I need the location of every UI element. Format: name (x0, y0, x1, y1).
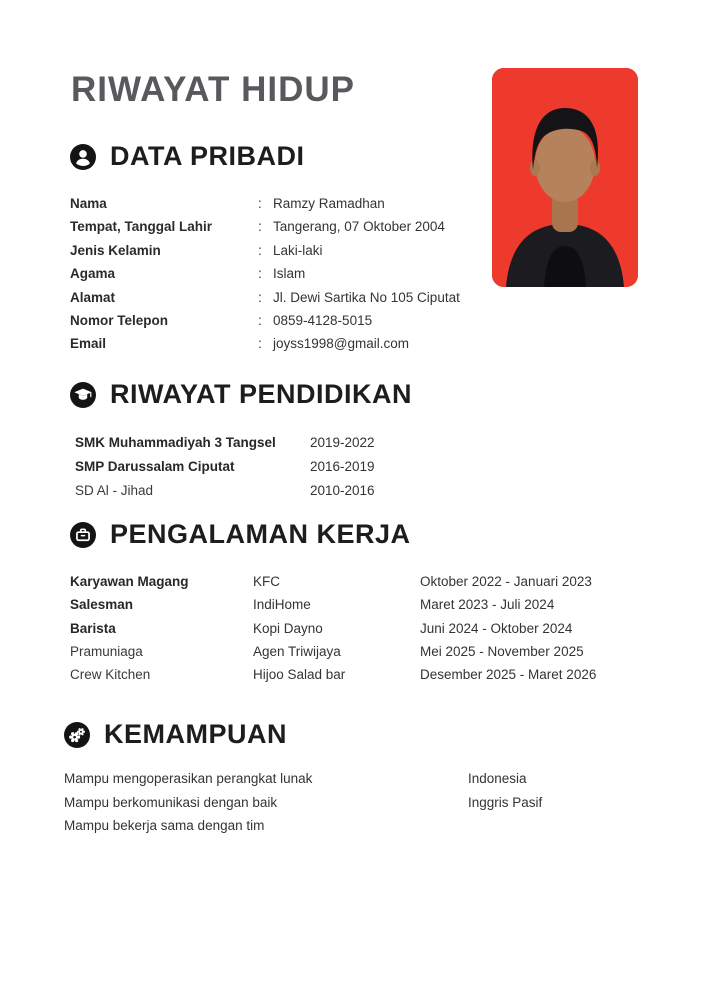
section-title-work: PENGALAMAN KERJA (110, 519, 411, 549)
education-row: SMK Muhammadiyah 3 Tangsel 2019-2022 (75, 435, 375, 450)
personal-field-kelamin: Jenis Kelamin : Laki-laki (70, 242, 323, 258)
skill-row (64, 767, 642, 791)
section-title-education: RIWAYAT PENDIDIKAN (110, 379, 413, 409)
person-portrait (492, 68, 638, 287)
work-row: Salesman IndiHome Maret 2023 - Juli 2024 (70, 597, 555, 613)
skill-row (64, 814, 642, 838)
education-row: SMP Darussalam Ciputat 2016-2019 (75, 459, 375, 474)
page-title: RIWAYAT HIDUP (71, 70, 355, 109)
work-experience-list (70, 570, 640, 686)
section-education (70, 379, 412, 410)
skill-text: Mampu mengoperasikan perangkat lunak (64, 771, 313, 786)
language-text (468, 814, 642, 838)
skill-row (64, 791, 642, 815)
skill-text: Mampu berkomunikasi dengan baik (64, 794, 278, 810)
section-personal (70, 141, 305, 172)
section-work (70, 519, 411, 550)
language-text: Indonesia (468, 771, 527, 786)
personal-field-agama: Agama : Islam (70, 266, 306, 282)
gears-icon (64, 722, 90, 748)
personal-field-email: Email : joyss1998@gmail.com (70, 336, 410, 352)
education-row: SD Al - Jihad 2010-2016 (75, 483, 375, 498)
skills-list (64, 767, 642, 838)
skill-text: Mampu bekerja sama dengan tim (64, 818, 265, 834)
work-row: Karyawan Magang KFC Oktober 2022 - Januari 2023 (70, 574, 592, 589)
section-title-personal: DATA PRIBADI (110, 141, 305, 171)
work-row: Crew Kitchen Hijoo Salad bar Desember 2025 - Maret 2026 (70, 667, 597, 683)
language-text: Inggris Pasif (468, 794, 543, 810)
profile-photo (492, 68, 638, 287)
education-list (75, 431, 495, 503)
work-row: Barista Kopi Dayno Juni 2024 - Oktober 2024 (70, 620, 573, 636)
personal-field-alamat: Alamat : Jl. Dewi Sartika No 105 Ciputat (70, 289, 460, 305)
graduation-cap-icon (70, 382, 96, 408)
personal-field-nama: Nama : Ramzy Ramadhan (70, 196, 385, 211)
person-icon (70, 144, 96, 170)
briefcase-icon (70, 522, 96, 548)
section-title-skills: KEMAMPUAN (104, 719, 287, 749)
personal-data-list (70, 192, 510, 356)
section-skills (64, 719, 287, 750)
personal-field-telepon: Nomor Telepon : 0859-4128-5015 (70, 313, 373, 329)
work-row: Pramuniaga Agen Triwijaya Mei 2025 - November 2025 (70, 643, 584, 659)
personal-field-ttl: Tempat, Tanggal Lahir : Tangerang, 07 Oktober 2004 (70, 219, 445, 235)
